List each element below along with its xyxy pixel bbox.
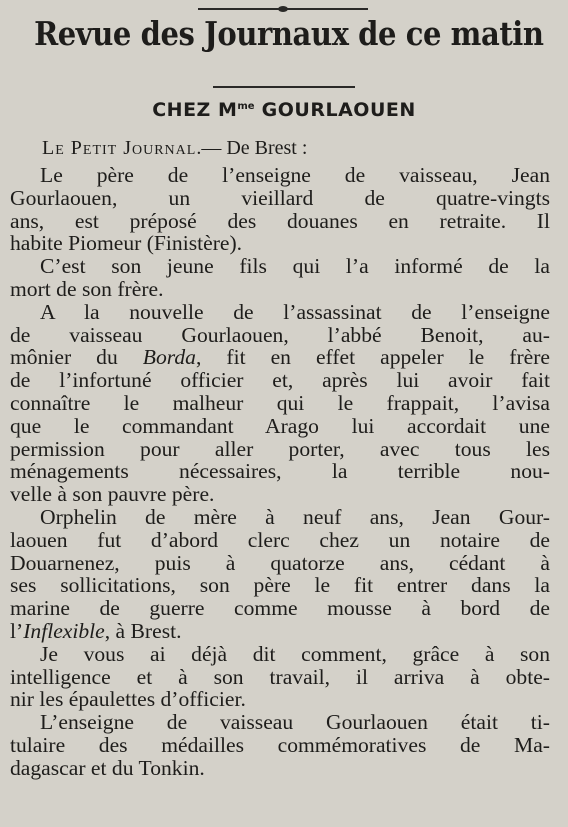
article-line [10, 620, 550, 643]
article-line: velle à son pauvre père. [10, 482, 215, 507]
section-rule [213, 86, 355, 88]
article-line: nir les épaulettes d’officier. [10, 687, 246, 712]
article-line: ménagements nécessaires, la terrible nou- [10, 459, 550, 484]
ornamental-rule [198, 8, 368, 10]
line-text: , fit en effet appeler le frère [195, 345, 550, 370]
section-title [0, 99, 568, 121]
article-line: marine de guerre comme mousse à bord de [10, 596, 550, 621]
section-title-sup: me [237, 101, 255, 112]
article-line: L’enseigne de vaisseau Gourlaouen était ti- [40, 710, 550, 735]
article-line: que le commandant Arago lui accordait une [10, 413, 550, 438]
article-line: de vaisseau Gourlaouen, l’abbé Benoit, au- [10, 322, 550, 347]
section-title-suffix: GOURLAOUEN [254, 99, 416, 121]
page-headline: Revue des Journaux de ce matin [34, 14, 544, 53]
article-line: A la nouvelle de l’assassinat de l’enseigne [40, 299, 550, 324]
article-line: C’est son jeune fils qui l’a informé de la [40, 254, 550, 279]
article-line: Douarnenez, puis à quatorze ans, cédant à [10, 550, 550, 575]
line-text: l’ [10, 618, 24, 643]
article-line: intelligence et à son travail, il arriva à obte- [10, 664, 550, 689]
article-line: ses sollicitations, son père le fit entrer dans la [10, 573, 550, 598]
article-line: tulaire des médailles commémoratives de Ma- [10, 732, 550, 757]
article-line [10, 346, 550, 369]
article-line: habite Piomeur (Finistère). [10, 231, 243, 256]
source-location: .— De Brest : [196, 137, 308, 159]
article-line: ans, est préposé des douanes en retraite. Il [10, 208, 550, 233]
article-line: Gourlaouen, un vieillard de quatre-vingts [10, 185, 550, 210]
ship-name: Borda [142, 345, 196, 370]
source-attribution [42, 137, 307, 160]
article-body [10, 164, 550, 780]
article-line: de l’infortuné officier et, après lui avoir fait [10, 368, 550, 393]
article-line: Le père de l’enseigne de vaisseau, Jean [40, 163, 550, 187]
article-line: mort de son frère. [10, 276, 164, 301]
article-line: connaître le malheur qui le frappait, l’avisa [10, 390, 550, 415]
article-line: dagascar et du Tonkin. [10, 755, 205, 780]
article-line: Orphelin de mère à neuf ans, Jean Gour- [40, 504, 550, 529]
line-text: , à Brest. [104, 618, 182, 643]
article-line: laouen fut d’abord clerc chez un notaire de [10, 527, 550, 552]
journal-name: Le Petit Journal [42, 137, 197, 159]
line-text: mônier du [10, 345, 143, 370]
article-line: permission pour aller porter, avec tous les [10, 436, 550, 461]
ship-name: Inflexible [23, 618, 105, 643]
section-title-prefix: CHEZ M [152, 99, 238, 121]
article-line: Je vous ai déjà dit comment, grâce à son [40, 641, 550, 666]
